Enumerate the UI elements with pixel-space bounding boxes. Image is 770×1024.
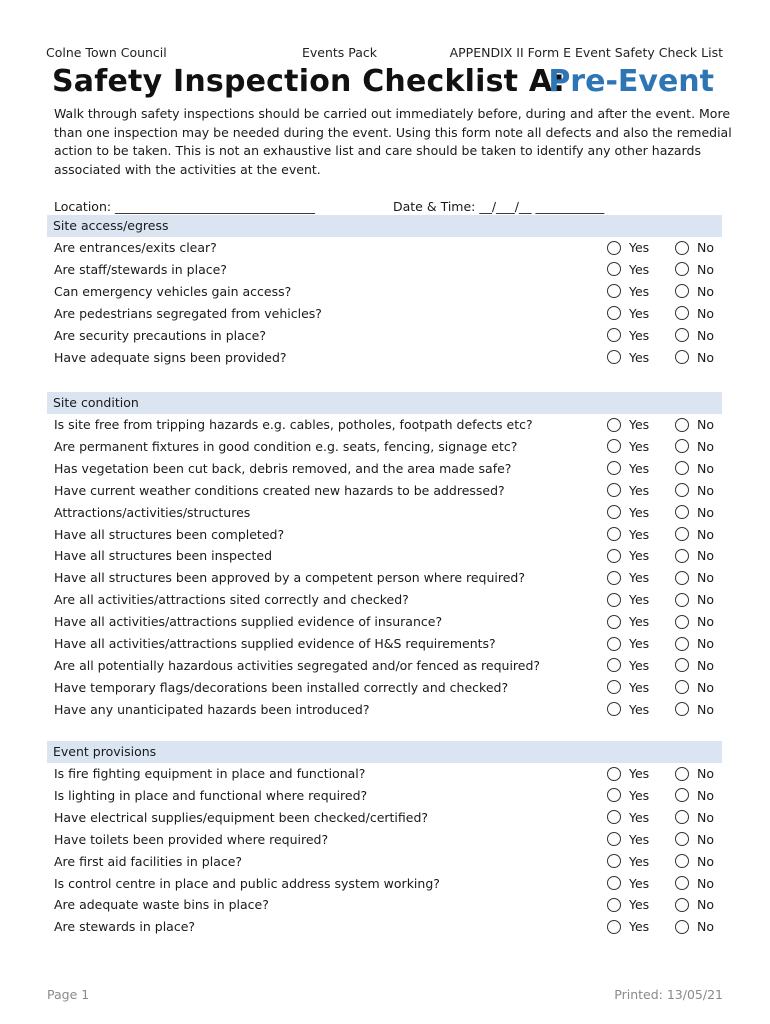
yes-radio-button[interactable] bbox=[607, 483, 621, 497]
question-text: Are entrances/exits clear? bbox=[54, 240, 217, 255]
no-label: No bbox=[697, 417, 714, 432]
datetime-field[interactable]: Date & Time: __/___/__ ___________ bbox=[393, 199, 605, 214]
no-label: No bbox=[697, 460, 714, 476]
yes-option[interactable] bbox=[607, 810, 649, 825]
yes-label: Yes bbox=[629, 261, 650, 277]
no-radio-button[interactable] bbox=[675, 658, 689, 672]
no-option[interactable] bbox=[675, 417, 714, 432]
question-text: Is control centre in place and public address system working? bbox=[54, 875, 440, 891]
yes-radio-button[interactable] bbox=[607, 637, 621, 651]
yes-option[interactable] bbox=[607, 527, 649, 542]
question-text: Are security precautions in place? bbox=[54, 327, 266, 343]
question-text: Can emergency vehicles gain access? bbox=[54, 283, 292, 299]
no-label: No bbox=[697, 504, 714, 520]
section-header bbox=[47, 741, 722, 763]
yes-radio-button[interactable] bbox=[607, 439, 621, 453]
no-label: No bbox=[697, 636, 714, 651]
yes-radio-button[interactable] bbox=[607, 810, 621, 824]
no-radio-button[interactable] bbox=[675, 637, 689, 651]
no-label: No bbox=[697, 787, 714, 803]
no-option[interactable] bbox=[675, 306, 714, 321]
yes-option[interactable] bbox=[607, 483, 649, 498]
yes-label: Yes bbox=[629, 504, 650, 520]
no-option[interactable] bbox=[675, 592, 714, 607]
yes-option[interactable] bbox=[607, 417, 649, 432]
question-text: Is lighting in place and functional where required? bbox=[54, 787, 368, 803]
yes-option[interactable] bbox=[607, 897, 649, 912]
question-text: Is fire fighting equipment in place and functional? bbox=[54, 766, 366, 781]
yes-label: Yes bbox=[629, 636, 650, 651]
question-text: Have all structures been inspected bbox=[54, 548, 273, 564]
footer-printed: Printed: 13/05/21 bbox=[614, 987, 723, 1002]
yes-option[interactable] bbox=[607, 328, 649, 343]
no-radio-button[interactable] bbox=[675, 810, 689, 824]
no-radio-button[interactable] bbox=[675, 593, 689, 607]
yes-option[interactable] bbox=[607, 919, 649, 934]
no-radio-button[interactable] bbox=[675, 284, 689, 298]
question-text: Have all structures been approved by a competent person where required? bbox=[54, 570, 526, 586]
question-text: Attractions/activities/structures bbox=[54, 504, 251, 520]
no-radio-button[interactable] bbox=[675, 328, 689, 342]
no-option[interactable] bbox=[675, 636, 714, 651]
no-option[interactable] bbox=[675, 680, 714, 695]
question-text: Have current weather conditions created new hazards to be addressed? bbox=[54, 482, 505, 498]
yes-label: Yes bbox=[629, 701, 650, 717]
yes-label: Yes bbox=[629, 570, 650, 586]
no-option[interactable] bbox=[675, 262, 714, 277]
yes-label: Yes bbox=[629, 897, 650, 913]
no-radio-button[interactable] bbox=[675, 767, 689, 781]
no-option[interactable] bbox=[675, 810, 714, 825]
no-radio-button[interactable] bbox=[675, 920, 689, 934]
no-label: No bbox=[697, 240, 714, 255]
question-text: Have toilets been provided where required? bbox=[54, 831, 329, 847]
no-radio-button[interactable] bbox=[675, 832, 689, 846]
yes-label: Yes bbox=[629, 327, 650, 343]
question-text: Are all potentially hazardous activities segregated and/or fenced as required? bbox=[54, 657, 541, 673]
yes-option[interactable] bbox=[607, 262, 649, 277]
question-text: Have all activities/attractions supplied evidence of H&S requirements? bbox=[54, 636, 496, 651]
yes-label: Yes bbox=[629, 240, 650, 255]
yes-label: Yes bbox=[629, 526, 650, 542]
yes-option[interactable] bbox=[607, 284, 649, 299]
no-option[interactable] bbox=[675, 919, 714, 934]
no-label: No bbox=[697, 919, 714, 935]
section-header bbox=[47, 392, 722, 414]
intro-paragraph: Walk through safety inspections should be carried out immediately before, during and after the event. More than one inspection may be needed during the event. Using this form note all defects and also the remedial action to be taken. This is not an exhaustive list and care should be taken to identify any other hazards associated with the activities at the event. bbox=[54, 106, 732, 177]
yes-option[interactable] bbox=[607, 658, 649, 673]
question-text: Have adequate signs been provided? bbox=[54, 349, 287, 365]
yes-label: Yes bbox=[629, 919, 650, 935]
no-option[interactable] bbox=[675, 439, 714, 454]
no-radio-button[interactable] bbox=[675, 418, 689, 432]
no-label: No bbox=[697, 614, 714, 630]
yes-radio-button[interactable] bbox=[607, 284, 621, 298]
no-radio-button[interactable] bbox=[675, 876, 689, 890]
yes-label: Yes bbox=[629, 766, 650, 781]
no-label: No bbox=[697, 831, 714, 847]
no-label: No bbox=[697, 261, 714, 277]
question-text: Are pedestrians segregated from vehicles? bbox=[54, 305, 322, 321]
no-radio-button[interactable] bbox=[675, 527, 689, 541]
no-label: No bbox=[697, 897, 714, 913]
question-text: Are permanent fixtures in good condition e.g. seats, fencing, signage etc? bbox=[54, 438, 518, 454]
yes-radio-button[interactable] bbox=[607, 593, 621, 607]
question-text: Are all activities/attractions sited correctly and checked? bbox=[54, 592, 409, 608]
yes-option[interactable] bbox=[607, 240, 649, 255]
yes-label: Yes bbox=[629, 592, 650, 608]
question-text: Have any unanticipated hazards been introduced? bbox=[54, 701, 370, 717]
no-label: No bbox=[697, 482, 714, 498]
yes-radio-button[interactable] bbox=[607, 505, 621, 519]
yes-radio-button[interactable] bbox=[607, 615, 621, 629]
yes-radio-button[interactable] bbox=[607, 854, 621, 868]
no-radio-button[interactable] bbox=[675, 549, 689, 563]
yes-option[interactable] bbox=[607, 854, 649, 869]
no-label: No bbox=[697, 875, 714, 891]
yes-option[interactable] bbox=[607, 876, 649, 891]
no-radio-button[interactable] bbox=[675, 680, 689, 694]
no-radio-button[interactable] bbox=[675, 306, 689, 320]
yes-radio-button[interactable] bbox=[607, 549, 621, 563]
yes-option[interactable] bbox=[607, 306, 649, 321]
no-option[interactable] bbox=[675, 658, 714, 673]
question-text: Have temporary flags/decorations been installed correctly and checked? bbox=[54, 679, 509, 695]
no-radio-button[interactable] bbox=[675, 571, 689, 585]
no-radio-button[interactable] bbox=[675, 702, 689, 716]
no-label: No bbox=[697, 548, 714, 564]
yes-radio-button[interactable] bbox=[607, 571, 621, 585]
no-label: No bbox=[697, 766, 714, 781]
yes-radio-button[interactable] bbox=[607, 418, 621, 432]
no-option[interactable] bbox=[675, 548, 714, 563]
yes-label: Yes bbox=[629, 875, 650, 891]
no-radio-button[interactable] bbox=[675, 350, 689, 364]
no-option[interactable] bbox=[675, 527, 714, 542]
no-option[interactable] bbox=[675, 328, 714, 343]
question-text: Have all activities/attractions supplied evidence of insurance? bbox=[54, 614, 443, 630]
no-option[interactable] bbox=[675, 240, 714, 255]
no-option[interactable] bbox=[675, 702, 714, 717]
no-radio-button[interactable] bbox=[675, 505, 689, 519]
no-label: No bbox=[697, 570, 714, 586]
no-radio-button[interactable] bbox=[675, 483, 689, 497]
header-appendix: APPENDIX II Form E Event Safety Check List bbox=[449, 45, 723, 60]
page-subtitle: Pre-Event bbox=[548, 64, 714, 99]
yes-label: Yes bbox=[629, 438, 650, 454]
no-radio-button[interactable] bbox=[675, 854, 689, 868]
no-option[interactable] bbox=[675, 876, 714, 891]
yes-option[interactable] bbox=[607, 439, 649, 454]
section-title: Event provisions bbox=[53, 744, 157, 759]
no-option[interactable] bbox=[675, 897, 714, 912]
yes-label: Yes bbox=[629, 283, 650, 299]
yes-option[interactable] bbox=[607, 461, 649, 476]
yes-radio-button[interactable] bbox=[607, 241, 621, 255]
yes-label: Yes bbox=[629, 417, 650, 432]
no-radio-button[interactable] bbox=[675, 241, 689, 255]
yes-radio-button[interactable] bbox=[607, 832, 621, 846]
yes-radio-button[interactable] bbox=[607, 788, 621, 802]
yes-label: Yes bbox=[629, 305, 650, 321]
yes-option[interactable] bbox=[607, 788, 649, 803]
no-radio-button[interactable] bbox=[675, 439, 689, 453]
no-label: No bbox=[697, 592, 714, 608]
no-label: No bbox=[697, 657, 714, 673]
yes-option[interactable] bbox=[607, 548, 649, 563]
yes-option[interactable] bbox=[607, 570, 649, 585]
yes-label: Yes bbox=[629, 482, 650, 498]
yes-radio-button[interactable] bbox=[607, 461, 621, 475]
page-title: Safety Inspection Checklist A: bbox=[52, 64, 566, 99]
intro-text bbox=[54, 105, 734, 179]
no-label: No bbox=[697, 349, 714, 365]
no-radio-button[interactable] bbox=[675, 461, 689, 475]
no-radio-button[interactable] bbox=[675, 615, 689, 629]
yes-option[interactable] bbox=[607, 592, 649, 607]
question-text: Has vegetation been cut back, debris removed, and the area made safe? bbox=[54, 460, 512, 476]
yes-label: Yes bbox=[629, 853, 650, 869]
yes-option[interactable] bbox=[607, 350, 649, 365]
yes-label: Yes bbox=[629, 349, 650, 365]
yes-radio-button[interactable] bbox=[607, 328, 621, 342]
yes-radio-button[interactable] bbox=[607, 702, 621, 716]
question-text: Are adequate waste bins in place? bbox=[54, 897, 269, 913]
no-option[interactable] bbox=[675, 832, 714, 847]
no-option[interactable] bbox=[675, 284, 714, 299]
location-field[interactable]: Location: ________________________________ bbox=[54, 199, 316, 214]
yes-label: Yes bbox=[629, 548, 650, 564]
yes-label: Yes bbox=[629, 831, 650, 847]
yes-radio-button[interactable] bbox=[607, 262, 621, 276]
yes-radio-button[interactable] bbox=[607, 658, 621, 672]
yes-option[interactable] bbox=[607, 702, 649, 717]
no-option[interactable] bbox=[675, 854, 714, 869]
no-label: No bbox=[697, 283, 714, 299]
no-option[interactable] bbox=[675, 766, 714, 781]
question-text: Is site free from tripping hazards e.g. cables, potholes, footpath defects etc? bbox=[54, 417, 533, 432]
yes-label: Yes bbox=[629, 657, 650, 673]
yes-label: Yes bbox=[629, 460, 650, 476]
no-option[interactable] bbox=[675, 350, 714, 365]
yes-radio-button[interactable] bbox=[607, 680, 621, 694]
question-text: Are staff/stewards in place? bbox=[54, 261, 227, 277]
no-radio-button[interactable] bbox=[675, 788, 689, 802]
yes-radio-button[interactable] bbox=[607, 920, 621, 934]
yes-option[interactable] bbox=[607, 766, 649, 781]
question-text: Have electrical supplies/equipment been checked/certified? bbox=[54, 809, 429, 825]
no-label: No bbox=[697, 327, 714, 343]
header-org: Colne Town Council bbox=[46, 45, 167, 60]
yes-radio-button[interactable] bbox=[607, 767, 621, 781]
yes-label: Yes bbox=[629, 614, 650, 630]
no-label: No bbox=[697, 438, 714, 454]
yes-radio-button[interactable] bbox=[607, 350, 621, 364]
no-label: No bbox=[697, 679, 714, 695]
section-title: Site condition bbox=[53, 395, 139, 410]
yes-label: Yes bbox=[629, 679, 650, 695]
question-text: Have all structures been completed? bbox=[54, 526, 285, 542]
no-option[interactable] bbox=[675, 570, 714, 585]
no-label: No bbox=[697, 853, 714, 869]
yes-option[interactable] bbox=[607, 680, 649, 695]
section-header bbox=[47, 215, 722, 237]
yes-label: Yes bbox=[629, 787, 650, 803]
section-title: Site access/egress bbox=[53, 218, 169, 233]
yes-option[interactable] bbox=[607, 505, 649, 520]
yes-option[interactable] bbox=[607, 614, 649, 629]
yes-option[interactable] bbox=[607, 832, 649, 847]
question-text: Are first aid facilities in place? bbox=[54, 853, 243, 869]
no-option[interactable] bbox=[675, 461, 714, 476]
no-label: No bbox=[697, 526, 714, 542]
no-option[interactable] bbox=[675, 614, 714, 629]
yes-radio-button[interactable] bbox=[607, 306, 621, 320]
no-option[interactable] bbox=[675, 505, 714, 520]
no-option[interactable] bbox=[675, 788, 714, 803]
no-radio-button[interactable] bbox=[675, 262, 689, 276]
yes-label: Yes bbox=[629, 809, 650, 825]
no-option[interactable] bbox=[675, 483, 714, 498]
no-label: No bbox=[697, 305, 714, 321]
yes-radio-button[interactable] bbox=[607, 898, 621, 912]
question-text: Are stewards in place? bbox=[54, 919, 196, 935]
no-label: No bbox=[697, 809, 714, 825]
header-pack: Events Pack bbox=[302, 45, 378, 60]
footer-page: Page 1 bbox=[47, 987, 90, 1002]
yes-radio-button[interactable] bbox=[607, 527, 621, 541]
no-radio-button[interactable] bbox=[675, 898, 689, 912]
yes-option[interactable] bbox=[607, 636, 649, 651]
yes-radio-button[interactable] bbox=[607, 876, 621, 890]
no-label: No bbox=[697, 701, 714, 717]
